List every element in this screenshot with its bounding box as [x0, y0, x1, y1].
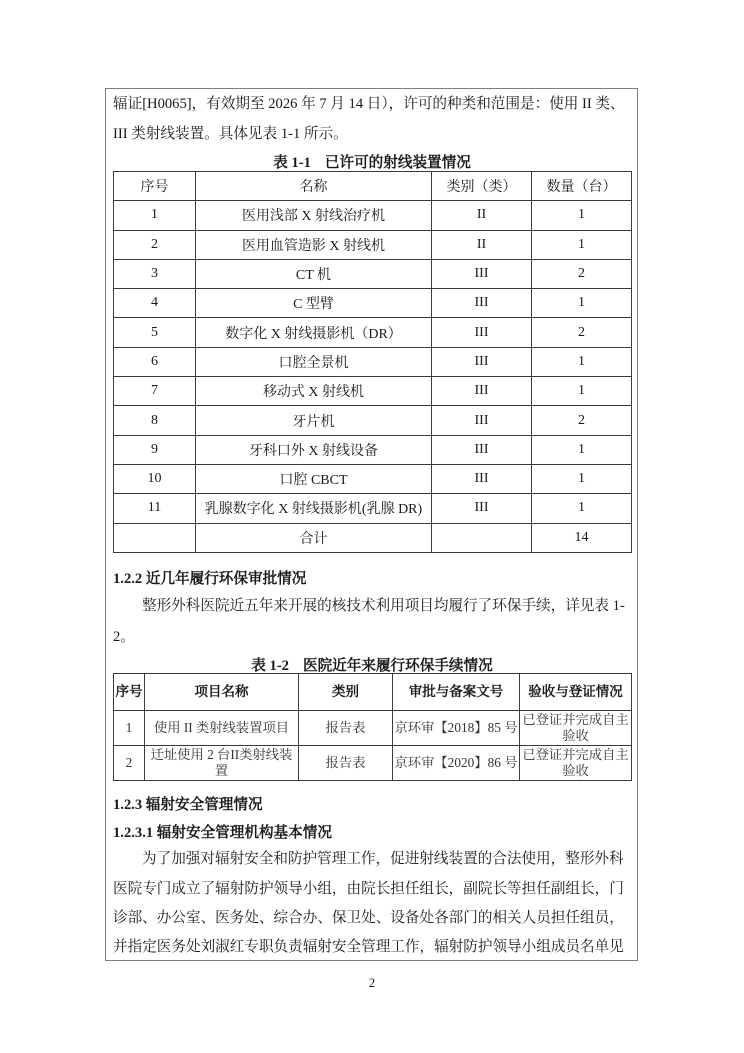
header-type: 类别: [299, 674, 393, 711]
table1-caption-number: 表 1-1: [273, 155, 311, 171]
cell-index: 11: [114, 494, 196, 523]
cell-name: CT 机: [196, 259, 432, 288]
cell-index: 5: [114, 318, 196, 347]
table-row: [114, 318, 632, 347]
cell-acceptance-status: 已登证并完成自主验收: [520, 711, 632, 746]
total-class: [432, 523, 532, 552]
header-class: 类别（类）: [432, 172, 532, 201]
cell-class: II: [432, 230, 532, 259]
cell-class: III: [432, 318, 532, 347]
cell-quantity: 1: [532, 347, 632, 376]
header-index: 序号: [114, 172, 196, 201]
header-acceptance-status: 验收与登证情况: [520, 674, 632, 711]
cell-quantity: 1: [532, 377, 632, 406]
cell-quantity: 2: [532, 406, 632, 435]
table-row: [114, 746, 632, 781]
cell-index: 2: [114, 230, 196, 259]
cell-name: 牙片机: [196, 406, 432, 435]
cell-quantity: 1: [532, 494, 632, 523]
table-header-row: [114, 172, 632, 201]
table-row: [114, 259, 632, 288]
licensed-devices-table: [113, 171, 632, 553]
cell-index: 3: [114, 259, 196, 288]
cell-name: 医用浅部 X 射线治疗机: [196, 201, 432, 230]
cell-class: III: [432, 494, 532, 523]
table-row: [114, 406, 632, 435]
header-quantity: 数量（台）: [532, 172, 632, 201]
total-label: 合计: [196, 523, 432, 552]
section-heading-1-2-2: 1.2.2 近几年履行环保审批情况: [113, 571, 307, 587]
cell-class: III: [432, 377, 532, 406]
table-row: [114, 711, 632, 746]
intro-line-1: 辐证[H0065]，有效期至 2026 年 7 月 14 日），许可的种类和范围是：使用 II 类、: [113, 96, 625, 112]
table-row: [114, 377, 632, 406]
total-quantity: 14: [532, 523, 632, 552]
header-index: 序号: [114, 674, 145, 711]
cell-name: 移动式 X 射线机: [196, 377, 432, 406]
cell-index: 6: [114, 347, 196, 376]
cell-name: 口腔 CBCT: [196, 464, 432, 493]
cell-class: III: [432, 259, 532, 288]
environmental-procedures-table: [113, 673, 632, 781]
section-123-line-2: 医院专门成立了辐射防护领导小组，由院长担任组长，副院长等担任副组长，门: [113, 881, 624, 897]
cell-index: 1: [114, 201, 196, 230]
table2-caption: [113, 654, 631, 675]
cell-quantity: 1: [532, 435, 632, 464]
cell-index: 1: [114, 711, 145, 746]
section-122-line-2: 2。: [113, 629, 135, 645]
cell-project-name: 使用 II 类射线装置项目: [145, 711, 299, 746]
cell-class: III: [432, 289, 532, 318]
table2-caption-number: 表 1-2: [251, 658, 289, 674]
cell-name: C 型臂: [196, 289, 432, 318]
section-122-line-1: 整形外科医院近五年来开展的核技术利用项目均履行了环保手续，详见表 1-: [142, 598, 625, 614]
cell-class: III: [432, 347, 532, 376]
cell-quantity: 2: [532, 318, 632, 347]
table1-caption-title: 已许可的射线装置情况: [324, 155, 471, 171]
section-123-line-4: 并指定医务处刘淑红专职负责辐射安全管理工作，辐射防护领导小组成员名单见: [113, 939, 624, 955]
table-header-row: [114, 674, 632, 711]
header-project-name: 项目名称: [145, 674, 299, 711]
cell-project-name: 迁址使用 2 台II类射线装置: [145, 746, 299, 781]
cell-quantity: 1: [532, 464, 632, 493]
table-row: [114, 201, 632, 230]
cell-index: 4: [114, 289, 196, 318]
total-index: [114, 523, 196, 552]
table1-caption: [113, 151, 631, 172]
cell-index: 2: [114, 746, 145, 781]
cell-quantity: 2: [532, 259, 632, 288]
cell-quantity: 1: [532, 201, 632, 230]
cell-name: 牙科口外 X 射线设备: [196, 435, 432, 464]
cell-type: 报告表: [299, 711, 393, 746]
cell-index: 10: [114, 464, 196, 493]
cell-quantity: 1: [532, 289, 632, 318]
section-123-line-1: 为了加强对辐射安全和防护管理工作，促进射线装置的合法使用，整形外科: [142, 851, 624, 867]
header-name: 名称: [196, 172, 432, 201]
table-row: [114, 494, 632, 523]
table-row: [114, 347, 632, 376]
cell-index: 9: [114, 435, 196, 464]
cell-acceptance-status: 已登证并完成自主验收: [520, 746, 632, 781]
cell-quantity: 1: [532, 230, 632, 259]
cell-class: III: [432, 464, 532, 493]
table-row: [114, 289, 632, 318]
section-heading-1-2-3-1: 1.2.3.1 辐射安全管理机构基本情况: [113, 825, 332, 841]
cell-index: 8: [114, 406, 196, 435]
cell-index: 7: [114, 377, 196, 406]
cell-approval-number: 京环审【2018】85 号: [393, 711, 520, 746]
header-approval-number: 审批与备案文号: [393, 674, 520, 711]
intro-line-2: III 类射线装置。具体见表 1-1 所示。: [113, 126, 348, 142]
cell-class: III: [432, 435, 532, 464]
table-row: [114, 435, 632, 464]
table-row: [114, 230, 632, 259]
cell-class: II: [432, 201, 532, 230]
cell-class: III: [432, 406, 532, 435]
section-123-line-3: 诊部、办公室、医务处、综合办、保卫处、设备处各部门的相关人员担任组员，: [113, 910, 624, 926]
cell-name: 医用血管造影 X 射线机: [196, 230, 432, 259]
cell-approval-number: 京环审【2020】86 号: [393, 746, 520, 781]
cell-name: 口腔全景机: [196, 347, 432, 376]
section-heading-1-2-3: 1.2.3 辐射安全管理情况: [113, 797, 263, 813]
table-row: [114, 464, 632, 493]
table2-caption-title: 医院近年来履行环保手续情况: [302, 658, 493, 674]
cell-name: 乳腺数字化 X 射线摄影机(乳腺 DR): [196, 494, 432, 523]
cell-type: 报告表: [299, 746, 393, 781]
cell-name: 数字化 X 射线摄影机（DR）: [196, 318, 432, 347]
table-total-row: [114, 523, 632, 552]
page-number: 2: [368, 975, 376, 990]
